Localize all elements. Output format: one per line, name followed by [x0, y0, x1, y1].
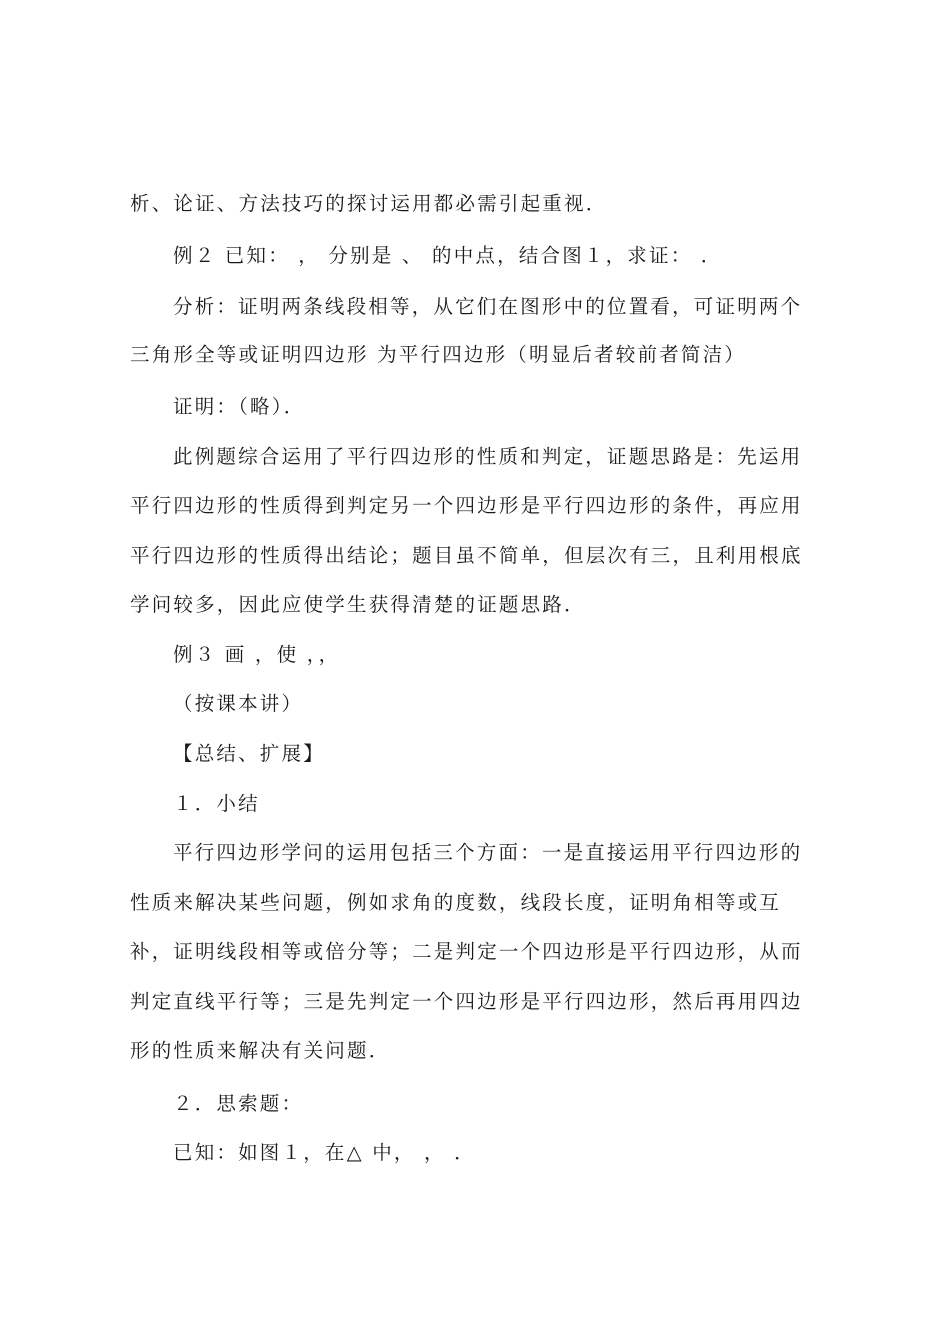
paragraph-1-line-1: 此例题综合运用了平行四边形的性质和判定，证题思路是：先运用: [173, 445, 803, 468]
paragraph-1-line-3: 平行四边形的性质得出结论；题目虽不简单，但层次有三，且利用根底: [130, 544, 803, 567]
summary-line-5: 形的性质来解决有关问题．: [130, 1039, 391, 1062]
paragraph-1-line-2: 平行四边形的性质得到判定另一个四边形是平行四边形的条件，再应用: [130, 494, 803, 517]
summary-line-2: 性质来解决某些问题，例如求角的度数，线段长度，证明角相等或互: [130, 891, 782, 914]
example-2-heading: 例２ 已知： ， 分别是 、 的中点，结合图１，求证： ．: [173, 244, 723, 267]
text-line-1: 析、论证、方法技巧的探讨运用都必需引起重视．: [130, 192, 608, 215]
example-3-heading: 例３ 画 ，使 ，，: [173, 643, 341, 666]
summary-line-4: 判定直线平行等；三是先判定一个四边形是平行四边形，然后再用四边: [130, 990, 803, 1013]
summary-line-1: 平行四边形学问的运用包括三个方面：一是直接运用平行四边形的: [173, 841, 803, 864]
summary-line-3: 补，证明线段相等或倍分等；二是判定一个四边形是平行四边形，从而: [130, 940, 803, 963]
section-heading-summary: 【总结、扩展】: [173, 742, 325, 765]
thinking-question-line: 已知：如图１，在△ 中， ， ．: [173, 1141, 476, 1164]
textbook-note: （按课本讲）: [173, 692, 304, 715]
analysis-line-2: 三角形全等或证明四边形 为平行四边形（明显后者较前者简洁）: [130, 343, 746, 366]
analysis-line-1: 分析：证明两条线段相等，从它们在图形中的位置看，可证明两个: [173, 295, 803, 318]
proof-line: 证明：（略）．: [173, 395, 306, 418]
subheading-summary: １．小结: [173, 792, 260, 815]
subheading-thinking-question: ２．思索题：: [173, 1092, 304, 1115]
paragraph-1-line-4: 学问较多，因此应使学生获得清楚的证题思路．: [130, 593, 586, 616]
